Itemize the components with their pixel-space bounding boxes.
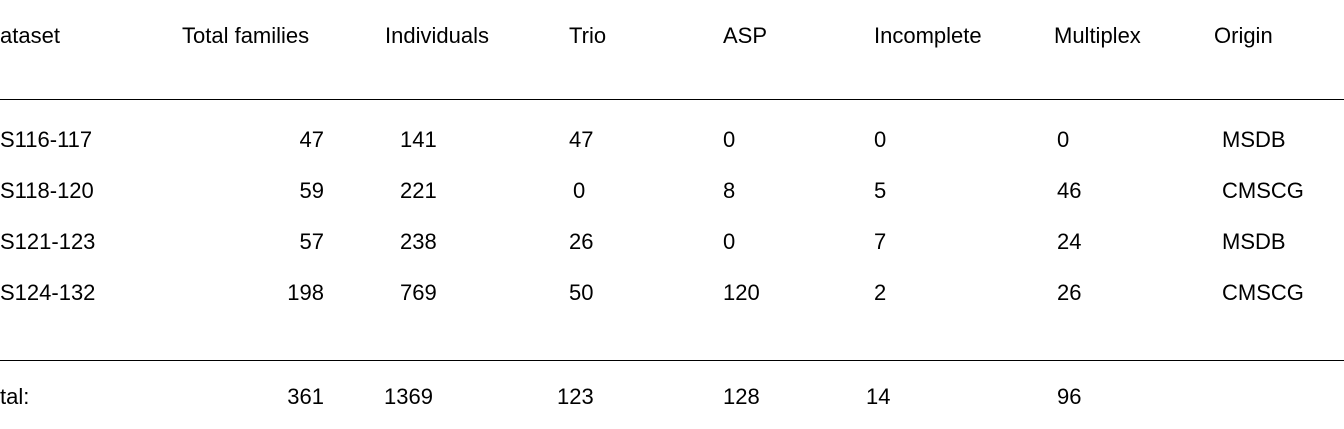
cell-dataset: S116-117: [0, 127, 93, 152]
header-asp: ASP: [723, 23, 768, 48]
cell-individuals: 238: [400, 229, 437, 254]
cell-individuals: 769: [400, 280, 437, 305]
cell-individuals: 221: [400, 178, 437, 203]
total-divider: [0, 360, 1344, 361]
header-trio: Trio: [569, 23, 607, 48]
cell-dataset: S118-120: [0, 178, 94, 203]
cell-trio: 47: [569, 127, 594, 152]
cell-incomplete: 7: [874, 229, 887, 254]
cell-multiplex: 26: [1057, 280, 1082, 305]
header-individuals: Individuals: [385, 23, 489, 48]
total-asp: 128: [723, 384, 760, 409]
cell-origin: MSDB: [1222, 229, 1286, 254]
cell-total-families: 198: [287, 280, 324, 305]
cell-asp: 8: [723, 178, 736, 203]
total-families: 361: [287, 384, 324, 409]
cell-trio: 26: [569, 229, 594, 254]
cell-multiplex: 24: [1057, 229, 1082, 254]
header-origin: Origin: [1214, 23, 1273, 48]
cell-incomplete: 5: [874, 178, 887, 203]
total-label: tal:: [0, 384, 30, 409]
header-dataset: ataset: [0, 23, 60, 48]
cell-origin: CMSCG: [1222, 178, 1304, 203]
cell-multiplex: 0: [1057, 127, 1070, 152]
cell-incomplete: 2: [874, 280, 887, 305]
cell-dataset: S124-132: [0, 280, 96, 305]
cell-trio: 0: [573, 178, 586, 203]
cell-origin: MSDB: [1222, 127, 1286, 152]
cell-multiplex: 46: [1057, 178, 1082, 203]
cell-origin: CMSCG: [1222, 280, 1304, 305]
cell-individuals: 141: [400, 127, 437, 152]
total-incomplete: 14: [866, 384, 891, 409]
cell-trio: 50: [569, 280, 594, 305]
cell-total-families: 47: [299, 127, 324, 152]
cell-total-families: 59: [299, 178, 324, 203]
total-trio: 123: [557, 384, 594, 409]
total-individuals: 1369: [384, 384, 433, 409]
total-multiplex: 96: [1057, 384, 1082, 409]
cell-incomplete: 0: [874, 127, 887, 152]
header-total-families: Total families: [182, 23, 310, 48]
cell-total-families: 57: [299, 229, 324, 254]
cell-asp: 0: [723, 127, 736, 152]
cell-asp: 0: [723, 229, 736, 254]
cell-dataset: S121-123: [0, 229, 96, 254]
cell-asp: 120: [723, 280, 760, 305]
header-divider: [0, 99, 1344, 100]
header-multiplex: Multiplex: [1054, 23, 1141, 48]
header-incomplete: Incomplete: [874, 23, 982, 48]
